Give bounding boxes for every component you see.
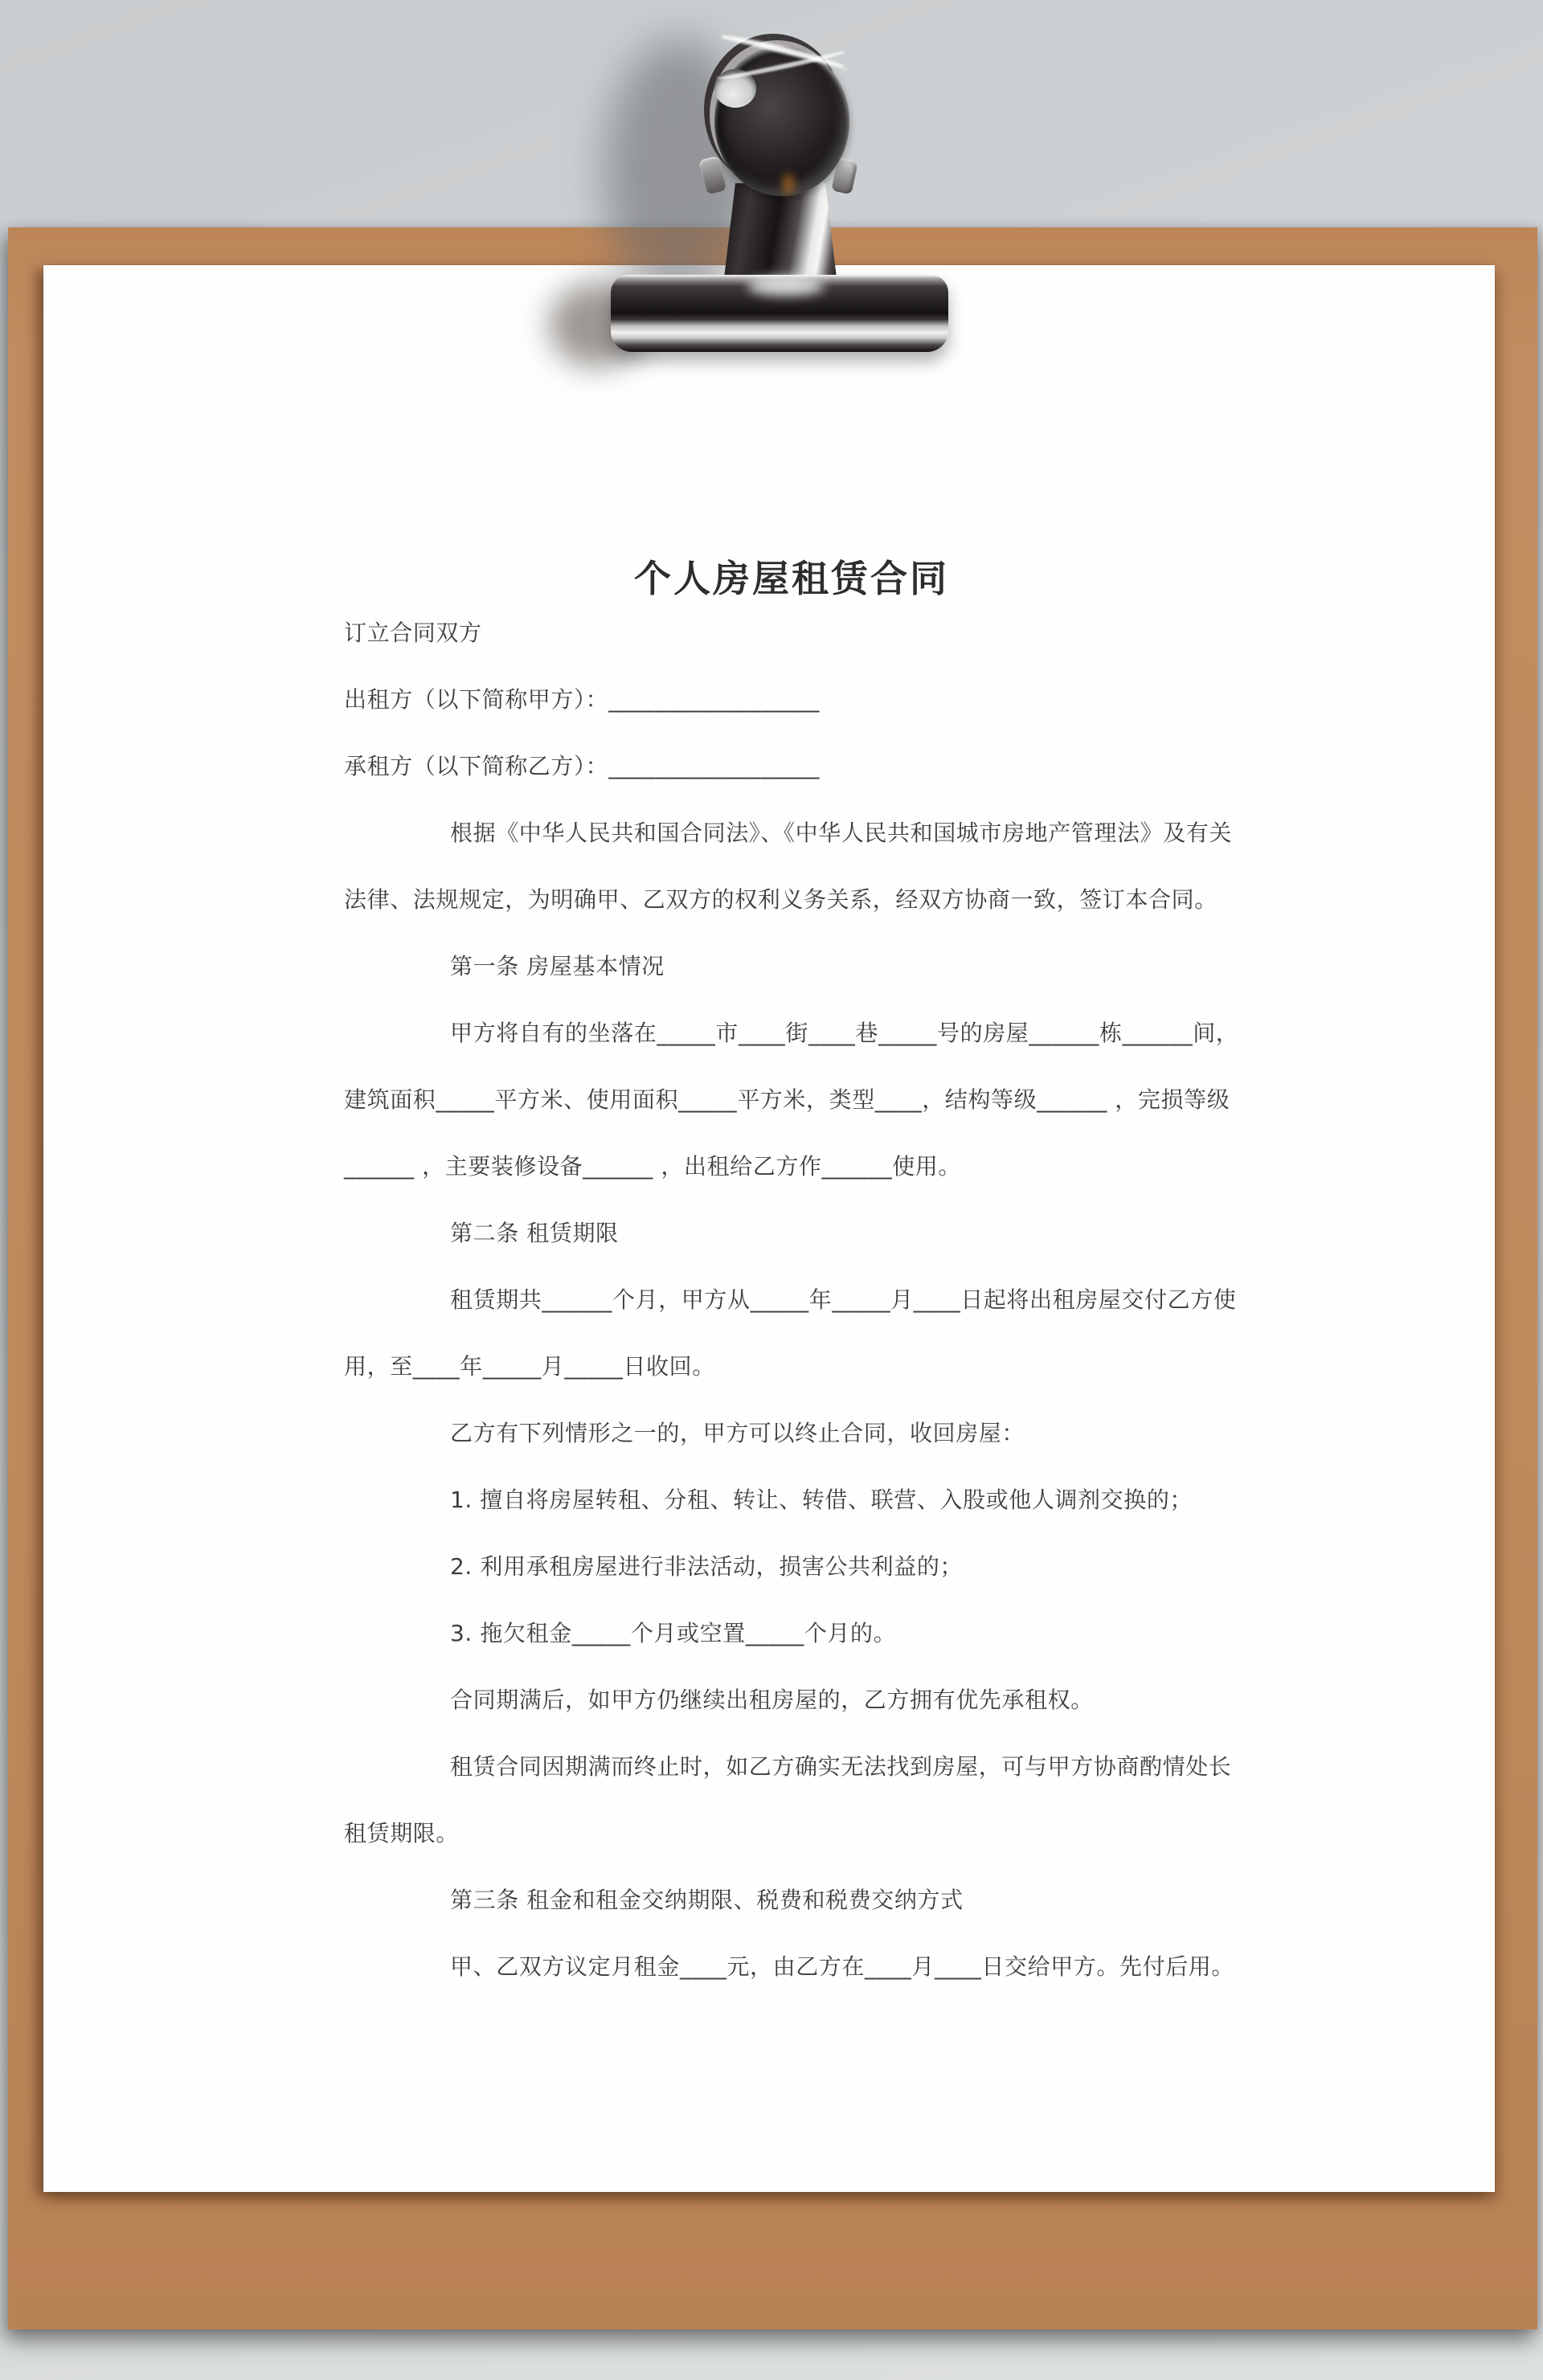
clip-spring-coil <box>714 47 849 196</box>
clip-lever-right <box>831 157 858 194</box>
clip-lever-left <box>698 156 727 195</box>
contract-paragraph: 2. 利用承租房屋进行非法活动，损害公共利益的； <box>450 1553 964 1580</box>
contract-paragraph: 第二条 租赁期限 <box>450 1220 619 1246</box>
contract-paragraph: 甲、乙双方议定月租金____元，由乙方在____月____日交给甲方。先付后用。 <box>450 1953 1235 1980</box>
contract-paragraph: 第三条 租金和租金交纳期限、税费和税费交纳方式 <box>450 1887 964 1913</box>
clip-coil-highlight <box>715 31 849 76</box>
contract-page <box>43 265 1495 2000</box>
contract-paragraph: 租赁期共______个月，甲方从_____年_____月____日起将出租房屋交付乙方使用，至____年_____月_____日收回。 <box>344 1286 1237 1380</box>
contract-paragraph: 第一条 房屋基本情况 <box>450 953 665 979</box>
contract-paragraph: 乙方有下列情形之一的，甲方可以终止合同，收回房屋： <box>450 1420 1025 1446</box>
clip-coil-highlight-lower <box>715 46 849 84</box>
contract-paragraph: 承租方（以下简称乙方）：__________________ <box>344 753 821 779</box>
contract-paragraph: 甲方将自有的坐落在_____市____街____巷_____号的房屋______栋______间，建筑面积_____平方米、使用面积_____平方米，类型____，结构等级______ ，完损等级______ ，主要装修设备______ ，出租给乙方作______使用。 <box>344 1020 1239 1180</box>
clip-reflection-glint <box>782 174 795 194</box>
contract-paragraph: 1. 擅自将房屋转租、分租、转让、转借、联营、入股或他人调剂交换的； <box>450 1486 1193 1513</box>
document-title: 个人房屋租赁合同 <box>634 557 949 600</box>
contract-paragraph: 出租方（以下简称甲方）：__________________ <box>344 686 821 713</box>
contract-paragraph: 3. 拖欠租金_____个月或空置_____个月的。 <box>450 1620 897 1646</box>
contract-paragraph: 根据《中华人民共和国合同法》、《中华人民共和国城市房地产管理法》及有关法律、法规规定，为明确甲、乙双方的权利义务关系，经双方协商一致，签订本合同。 <box>344 820 1233 913</box>
clip-spring-hole <box>714 69 756 108</box>
contract-paragraph: 租赁合同因期满而终止时，如乙方确实无法找到房屋，可与甲方协商酌情处长租赁期限。 <box>344 1753 1232 1846</box>
contract-paragraph: 合同期满后，如甲方仍继续出租房屋的，乙方拥有优先承租权。 <box>450 1687 1094 1713</box>
contract-paper <box>43 265 1495 2192</box>
contract-paragraph: 订立合同双方 <box>344 620 482 646</box>
